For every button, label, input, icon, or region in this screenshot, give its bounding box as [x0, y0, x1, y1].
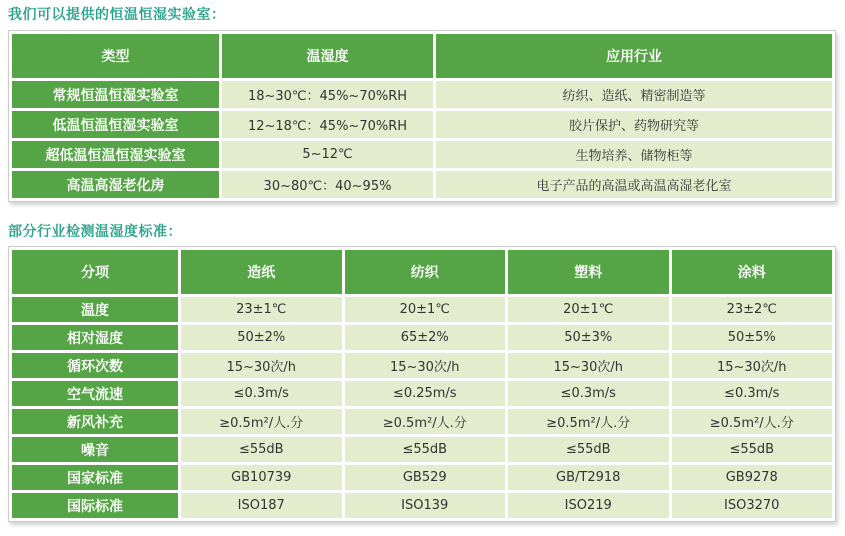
data-cell: 50±3% — [508, 325, 669, 350]
table-row — [12, 111, 832, 138]
row-label-cell: 噪音 — [12, 437, 178, 462]
column-header-cell: 塑料 — [508, 250, 669, 294]
data-cell: ≥0.5m²/人.分 — [345, 409, 506, 434]
data-cell: 12~18℃：45%~70%RH — [222, 111, 433, 138]
data-cell: 15~30次/h — [672, 353, 833, 378]
data-cell: 30~80℃：40~95% — [222, 171, 433, 198]
data-cell: 50±5% — [672, 325, 833, 350]
data-cell: ≤55dB — [181, 437, 342, 462]
data-cell: GB10739 — [181, 465, 342, 490]
table-row — [12, 465, 832, 490]
table-row — [12, 325, 832, 350]
row-label-cell: 新风补充 — [12, 409, 178, 434]
data-cell: ≤0.3m/s — [508, 381, 669, 406]
column-header-cell: 涂料 — [672, 250, 833, 294]
row-label-cell: 常规恒温恒湿实验室 — [12, 81, 219, 108]
column-header-cell: 纺织 — [345, 250, 506, 294]
data-cell: 胶片保护、药物研究等 — [436, 111, 832, 138]
data-cell: 20±1℃ — [345, 297, 506, 322]
data-cell: ≥0.5m²/人.分 — [672, 409, 833, 434]
data-cell: 15~30次/h — [181, 353, 342, 378]
table-row — [12, 437, 832, 462]
column-header-cell: 应用行业 — [436, 34, 832, 78]
data-cell: ≤0.3m/s — [672, 381, 833, 406]
data-cell: ≤55dB — [672, 437, 833, 462]
data-cell: ISO219 — [508, 493, 669, 518]
column-header-cell: 温湿度 — [222, 34, 433, 78]
data-cell: 生物培养、储物柜等 — [436, 141, 832, 168]
row-label-cell: 超低温恒温恒湿实验室 — [12, 141, 219, 168]
table-row — [12, 409, 832, 434]
data-cell: GB529 — [345, 465, 506, 490]
data-cell: ≤55dB — [345, 437, 506, 462]
data-cell: 5~12℃ — [222, 141, 433, 168]
data-cell: GB9278 — [672, 465, 833, 490]
table-row — [12, 81, 832, 108]
data-cell: ≥0.5m²/人.分 — [508, 409, 669, 434]
data-cell: ISO187 — [181, 493, 342, 518]
row-label-cell: 温度 — [12, 297, 178, 322]
data-cell: 50±2% — [181, 325, 342, 350]
labs-section-title: 我们可以提供的恒温恒湿实验室： — [8, 7, 226, 23]
row-label-cell: 相对湿度 — [12, 325, 178, 350]
row-label-cell: 空气流速 — [12, 381, 178, 406]
data-cell: GB/T2918 — [508, 465, 669, 490]
standards-table — [8, 246, 836, 522]
column-header-cell: 分项 — [12, 250, 178, 294]
data-cell: ≤0.25m/s — [345, 381, 506, 406]
data-cell: 23±1℃ — [181, 297, 342, 322]
data-cell: 15~30次/h — [345, 353, 506, 378]
data-cell: ISO139 — [345, 493, 506, 518]
data-cell: 23±2℃ — [672, 297, 833, 322]
data-cell: 电子产品的高温或高温高湿老化室 — [436, 171, 832, 198]
data-cell: ≤0.3m/s — [181, 381, 342, 406]
table-row — [12, 141, 832, 168]
data-cell: 65±2% — [345, 325, 506, 350]
data-cell: 20±1℃ — [508, 297, 669, 322]
row-label-cell: 国际标准 — [12, 493, 178, 518]
table-row — [12, 297, 832, 322]
data-cell: 纺织、造纸、精密制造等 — [436, 81, 832, 108]
header-row — [12, 34, 832, 78]
column-header-cell: 造纸 — [181, 250, 342, 294]
row-label-cell: 循环次数 — [12, 353, 178, 378]
data-cell: ≤55dB — [508, 437, 669, 462]
column-header-cell: 类型 — [12, 34, 219, 78]
row-label-cell: 高温高湿老化房 — [12, 171, 219, 198]
table-row — [12, 353, 832, 378]
row-label-cell: 国家标准 — [12, 465, 178, 490]
data-cell: ISO3270 — [672, 493, 833, 518]
data-cell: ≥0.5m²/人.分 — [181, 409, 342, 434]
table-row — [12, 381, 832, 406]
labs-table — [8, 30, 836, 202]
row-label-cell: 低温恒温恒湿实验室 — [12, 111, 219, 138]
data-cell: 18~30℃：45%~70%RH — [222, 81, 433, 108]
data-cell: 15~30次/h — [508, 353, 669, 378]
header-row — [12, 250, 832, 294]
table-row — [12, 171, 832, 198]
standards-section-title: 部分行业检测温湿度标准： — [8, 224, 182, 240]
table-row — [12, 493, 832, 518]
